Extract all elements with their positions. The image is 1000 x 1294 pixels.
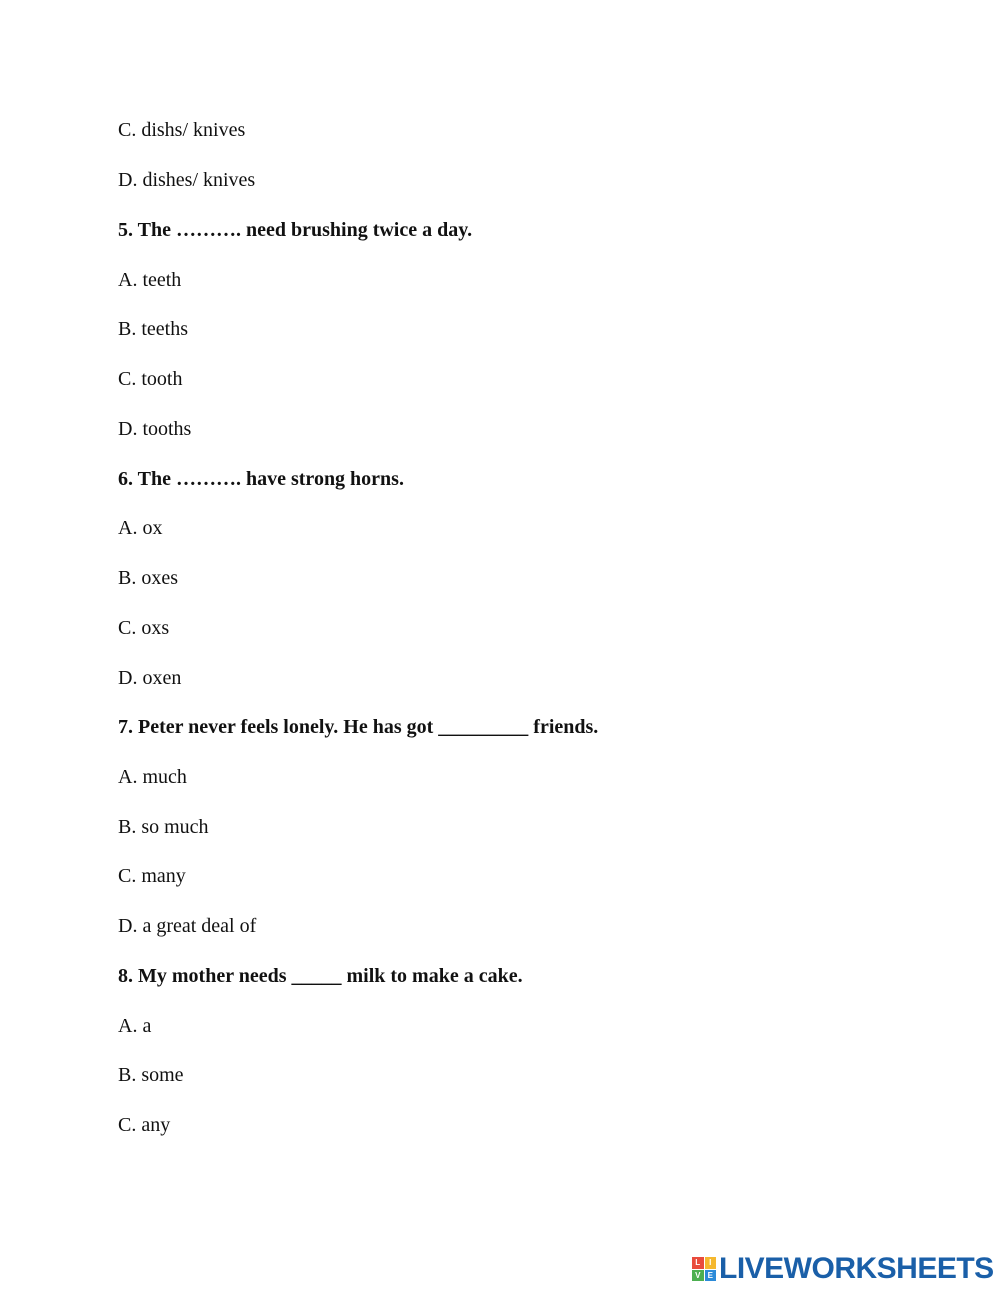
- option-line: D. oxen: [118, 667, 182, 689]
- option-line: C. dishs/ knives: [118, 119, 246, 141]
- option-line: D. tooths: [118, 418, 192, 440]
- option-line: D. a great deal of: [118, 915, 257, 937]
- option-line: A. ox: [118, 517, 163, 539]
- question-8: 8. My mother needs _____ milk to make a cake.: [118, 965, 523, 987]
- logo-badge-letter: L: [692, 1257, 704, 1269]
- logo-badge-letter: V: [692, 1270, 704, 1282]
- question-6: 6. The ………. have strong horns.: [118, 468, 404, 490]
- option-line: D. dishes/ knives: [118, 169, 256, 191]
- option-line: C. many: [118, 865, 186, 887]
- option-line: C. tooth: [118, 368, 183, 390]
- logo-badge-icon: [692, 1257, 716, 1281]
- option-line: A. teeth: [118, 269, 182, 291]
- option-line: B. oxes: [118, 567, 178, 589]
- option-line: A. a: [118, 1015, 152, 1037]
- option-line: C. oxs: [118, 617, 170, 639]
- logo-text: LIVEWORKSHEETS: [719, 1252, 994, 1285]
- option-line: C. any: [118, 1114, 171, 1136]
- option-line: B. so much: [118, 816, 209, 838]
- logo-badge-letter: E: [705, 1270, 717, 1282]
- liveworksheets-logo[interactable]: [692, 1254, 994, 1284]
- question-7: 7. Peter never feels lonely. He has got _________ friends.: [118, 716, 599, 738]
- logo-badge-letter: I: [705, 1257, 717, 1269]
- question-5: 5. The ………. need brushing twice a day.: [118, 219, 473, 241]
- option-line: B. some: [118, 1064, 184, 1086]
- option-line: B. teeths: [118, 318, 188, 340]
- option-line: A. much: [118, 766, 187, 788]
